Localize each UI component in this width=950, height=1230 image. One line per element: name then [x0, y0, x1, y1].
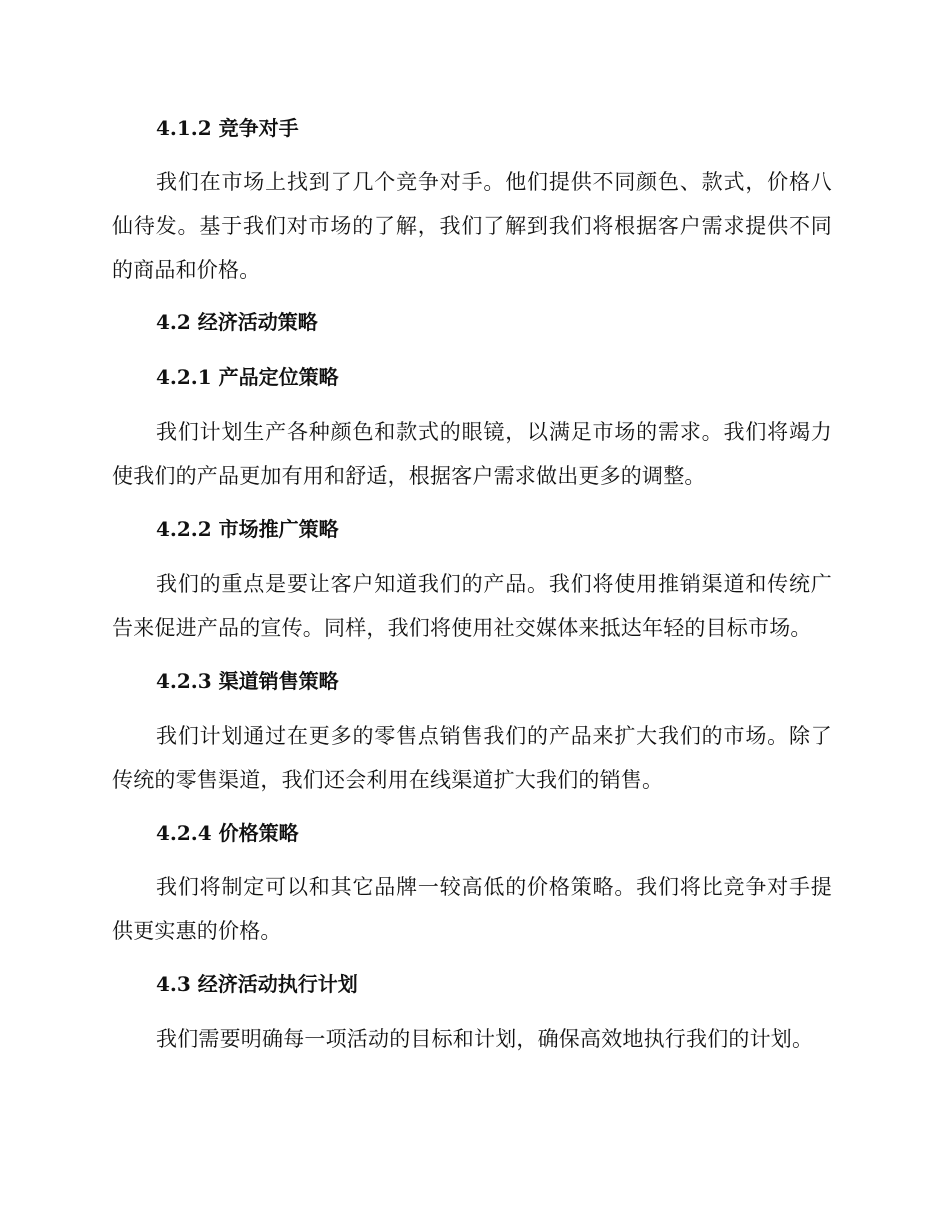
paragraph: 我们计划通过在更多的零售点销售我们的产品来扩大我们的市场。除了传统的零售渠道，我们还会利用在线渠道扩大我们的销售。 — [112, 724, 832, 792]
section-heading: 4.2.2 市场推广策略 — [156, 517, 339, 541]
section-heading: 4.2.3 渠道销售策略 — [156, 669, 339, 693]
paragraph: 我们将制定可以和其它品牌一较高低的价格策略。我们将比竞争对手提供更实惠的价格。 — [112, 875, 832, 943]
section-heading: 4.2.1 产品定位策略 — [156, 365, 339, 389]
section-heading: 4.1.2 竞争对手 — [156, 116, 299, 140]
section-heading: 4.2.4 价格策略 — [156, 821, 299, 845]
paragraph: 我们的重点是要让客户知道我们的产品。我们将使用推销渠道和传统广告来促进产品的宣传。同样，我们将使用社交媒体来抵达年轻的目标市场。 — [112, 572, 832, 640]
section-heading: 4.2 经济活动策略 — [156, 310, 318, 334]
section-heading: 4.3 经济活动执行计划 — [156, 972, 358, 996]
paragraph: 我们计划生产各种颜色和款式的眼镜，以满足市场的需求。我们将竭力使我们的产品更加有用和舒适，根据客户需求做出更多的调整。 — [112, 420, 832, 488]
paragraph: 我们在市场上找到了几个竞争对手。他们提供不同颜色、款式，价格八仙待发。基于我们对市场的了解，我们了解到我们将根据客户需求提供不同的商品和价格。 — [112, 170, 832, 282]
paragraph: 我们需要明确每一项活动的目标和计划，确保高效地执行我们的计划。 — [156, 1027, 814, 1051]
